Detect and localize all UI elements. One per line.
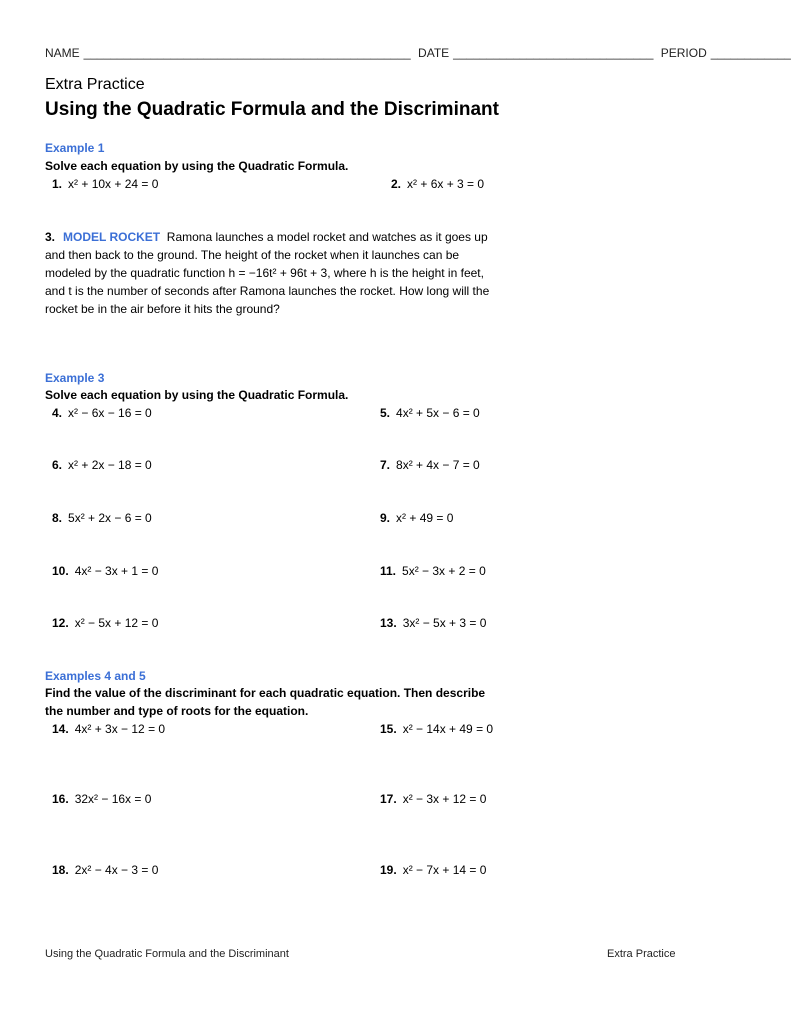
problem-2 [391,177,484,191]
problem-equation: 2x² − 4x − 3 = 0 [74,863,159,877]
name-label: NAME [45,46,80,60]
problem-number: 9. [380,511,391,525]
name-field[interactable]: _________________________________________________ [83,46,411,60]
problem-17 [380,792,486,806]
problem-number: 16. [52,792,69,806]
problem-3-word-problem [45,228,505,318]
worksheet-type: Extra Practice [45,76,145,93]
problem-8 [52,511,152,525]
problem-equation: x² − 3x + 12 = 0 [402,792,487,806]
problem-number: 4. [52,406,63,420]
problem-6 [52,458,152,472]
problem-number: 18. [52,863,69,877]
example-1-instruction: Solve each equation by using the Quadratic Formula. [45,159,349,173]
problem-text: Ramona launches a model rocket and watches as it goes up and then back to the ground. The height of the rocket when it launches can be modeled by the quadratic function h = −16t² + 96t + 3, where h is the height in feet, and t is the number of seconds after Ramona launches the rocket. How long will the rocket be in the air before it hits the ground? [45,230,490,316]
examples-4-5-instruction-line-1: Find the value of the discriminant for each quadratic equation. Then describe [45,686,486,700]
problem-13 [380,616,486,630]
problem-equation: x² + 2x − 18 = 0 [68,458,152,472]
problem-14 [52,722,165,736]
page-title: Using the Quadratic Formula and the Discriminant [45,99,499,120]
problem-equation: x² + 49 = 0 [396,511,454,525]
problem-equation: 32x² − 16x = 0 [74,792,152,806]
problem-number: 15. [380,722,397,736]
date-field[interactable]: ______________________________ [453,46,654,60]
period-label: PERIOD [660,46,707,60]
problem-equation: x² − 14x + 49 = 0 [402,722,494,736]
problem-18 [52,863,158,877]
problem-equation: x² − 6x − 16 = 0 [68,406,152,420]
problem-equation: x² + 6x + 3 = 0 [407,177,485,191]
problem-7 [380,458,480,472]
problem-equation: 3x² − 5x + 3 = 0 [402,616,487,630]
problem-number: 10. [52,564,69,578]
problem-number: 1. [52,177,63,191]
examples-4-5-heading: Examples 4 and 5 [45,669,146,683]
problem-9 [380,511,453,525]
period-field[interactable]: ____________ [710,46,791,60]
problem-equation: 4x² + 5x − 6 = 0 [396,406,480,420]
date-label: DATE [418,46,450,60]
problem-number: 2. [391,177,402,191]
problem-number: 14. [52,722,69,736]
problem-number: 19. [380,863,397,877]
problem-16 [52,792,151,806]
problem-equation: x² − 7x + 14 = 0 [402,863,487,877]
problem-number: 17. [380,792,397,806]
student-info-header [45,46,791,60]
problem-11 [380,564,486,578]
examples-4-5-instruction-line-2: the number and type of roots for the equation. [45,704,309,718]
problem-15 [380,722,493,736]
problem-number: 5. [380,406,391,420]
problem-number: 7. [380,458,391,472]
problem-tag: MODEL ROCKET [63,230,161,244]
problem-number: 13. [380,616,397,630]
example-3-heading: Example 3 [45,371,105,385]
problem-1 [52,177,158,191]
problem-number: 8. [52,511,63,525]
problem-5 [380,406,480,420]
footer-section: Extra Practice [607,948,676,960]
problem-equation: 4x² − 3x + 1 = 0 [74,564,159,578]
problem-4 [52,406,152,420]
problem-equation: 8x² + 4x − 7 = 0 [396,458,480,472]
problem-equation: 4x² + 3x − 12 = 0 [74,722,166,736]
problem-10 [52,564,158,578]
footer-title: Using the Quadratic Formula and the Discriminant [45,948,289,960]
problem-equation: 5x² − 3x + 2 = 0 [402,564,486,578]
example-3-instruction: Solve each equation by using the Quadratic Formula. [45,388,349,402]
problem-19 [380,863,486,877]
problem-number: 3. [45,230,56,244]
problem-equation: 5x² + 2x − 6 = 0 [68,511,152,525]
problem-number: 6. [52,458,63,472]
problem-number: 11. [380,564,397,578]
problem-number: 12. [52,616,69,630]
problem-equation: x² − 5x + 12 = 0 [74,616,159,630]
problem-12 [52,616,158,630]
example-1-heading: Example 1 [45,141,105,155]
problem-equation: x² + 10x + 24 = 0 [68,177,159,191]
